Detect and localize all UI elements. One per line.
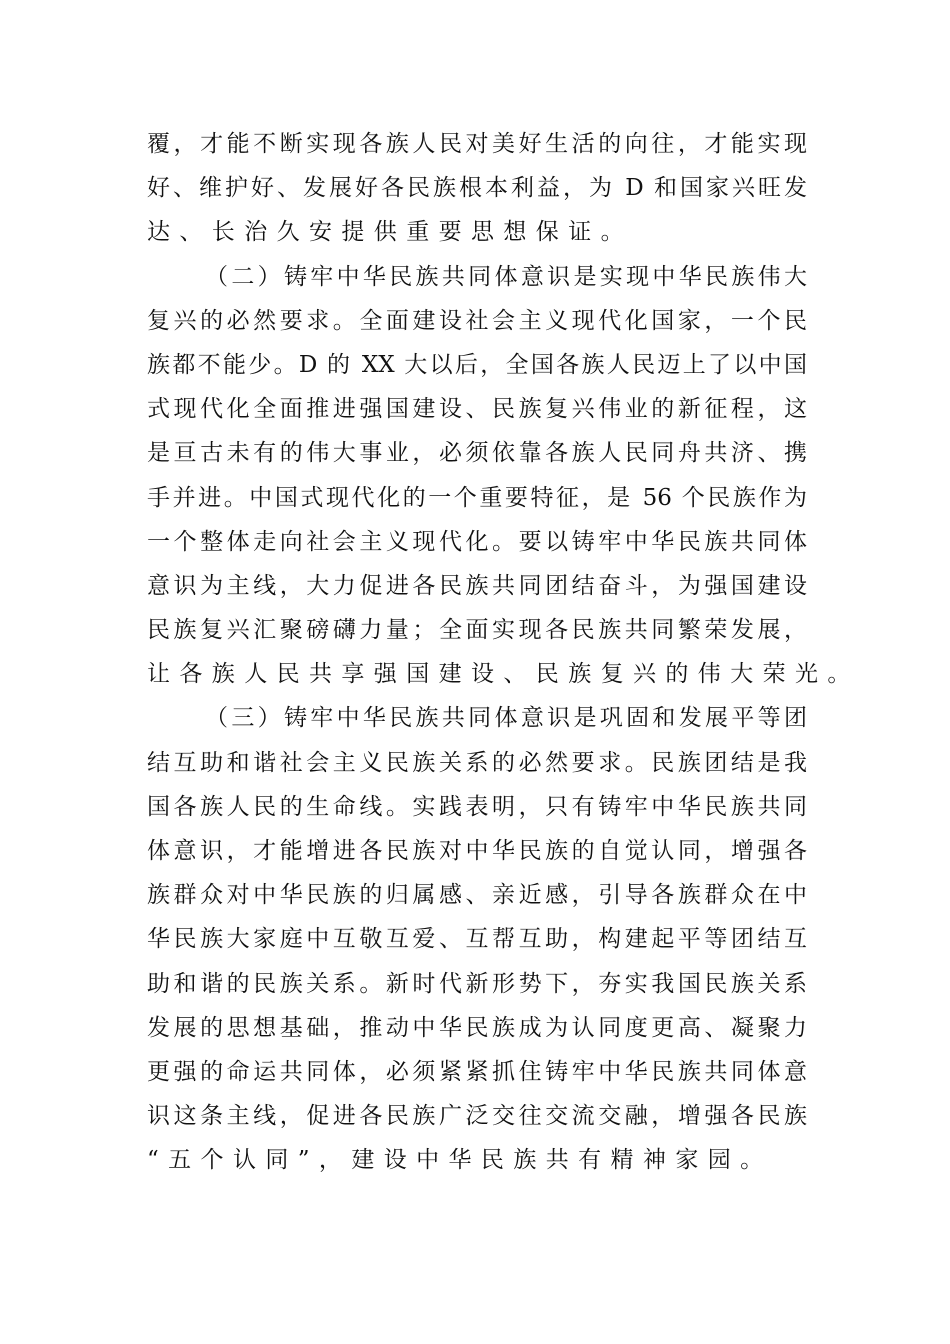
text-line: 意识为主线，大力促进各民族共同团结奋斗，为强国建设 (147, 572, 807, 599)
paragraph-continuation (147, 122, 807, 255)
text-line: “五个认同”，建设中华民族共有精神家园。 (147, 1147, 773, 1174)
text-line: 好、维护好、发展好各民族根本利益，为 D 和国家兴旺发 (147, 175, 807, 202)
text-line: 助和谐的民族关系。新时代新形势下，夯实我国民族关系 (147, 970, 807, 997)
text-line: 国各族人民的生命线。实践表明，只有铸牢中华民族共同 (147, 793, 807, 820)
text-line: 民族复兴汇聚磅礴力量；全面实现各民族共同繁荣发展， (147, 617, 807, 644)
text-line: 手并进。中国式现代化的一个重要特征，是 56 个民族作为 (147, 484, 807, 511)
text-line: 复兴的必然要求。全面建设社会主义现代化国家，一个民 (147, 307, 807, 334)
document-page (147, 122, 860, 1183)
text-line: 识这条主线，促进各民族广泛交往交流交融，增强各民族 (147, 1103, 807, 1130)
text-line: 覆，才能不断实现各族人民对美好生活的向往，才能实现 (147, 131, 807, 157)
text-line: 是亘古未有的伟大事业，必须依靠各族人民同舟共济、携 (147, 440, 807, 467)
text-line: 族都不能少。D 的 XX 大以后，全国各族人民迈上了以中国 (147, 351, 807, 378)
text-line: 一个整体走向社会主义现代化。要以铸牢中华民族共同体 (147, 528, 807, 555)
paragraph-section-2 (147, 255, 860, 697)
paragraph-section-3 (147, 696, 807, 1182)
text-line: 华民族大家庭中互敬互爱、互帮互助，构建起平等团结互 (147, 926, 807, 953)
text-line: 更强的命运共同体，必须紧紧抓住铸牢中华民族共同体意 (147, 1058, 807, 1085)
text-line: 结互助和谐社会主义民族关系的必然要求。民族团结是我 (147, 749, 807, 776)
section-heading-line: （三）铸牢中华民族共同体意识是巩固和发展平等团 (205, 705, 807, 732)
text-line: 族群众对中华民族的归属感、亲近感，引导各族群众在中 (147, 882, 807, 909)
text-line: 体意识，才能增进各民族对中华民族的自觉认同，增强各 (147, 838, 807, 864)
text-line: 让各族人民共享强国建设、民族复兴的伟大荣光。 (147, 661, 860, 688)
text-line: 达、长治久安提供重要思想保证。 (147, 219, 633, 246)
text-line: 发展的思想基础，推动中华民族成为认同度更高、凝聚力 (147, 1014, 807, 1041)
section-heading-line: （二）铸牢中华民族共同体意识是实现中华民族伟大 (205, 263, 807, 290)
text-line: 式现代化全面推进强国建设、民族复兴伟业的新征程，这 (147, 396, 807, 423)
